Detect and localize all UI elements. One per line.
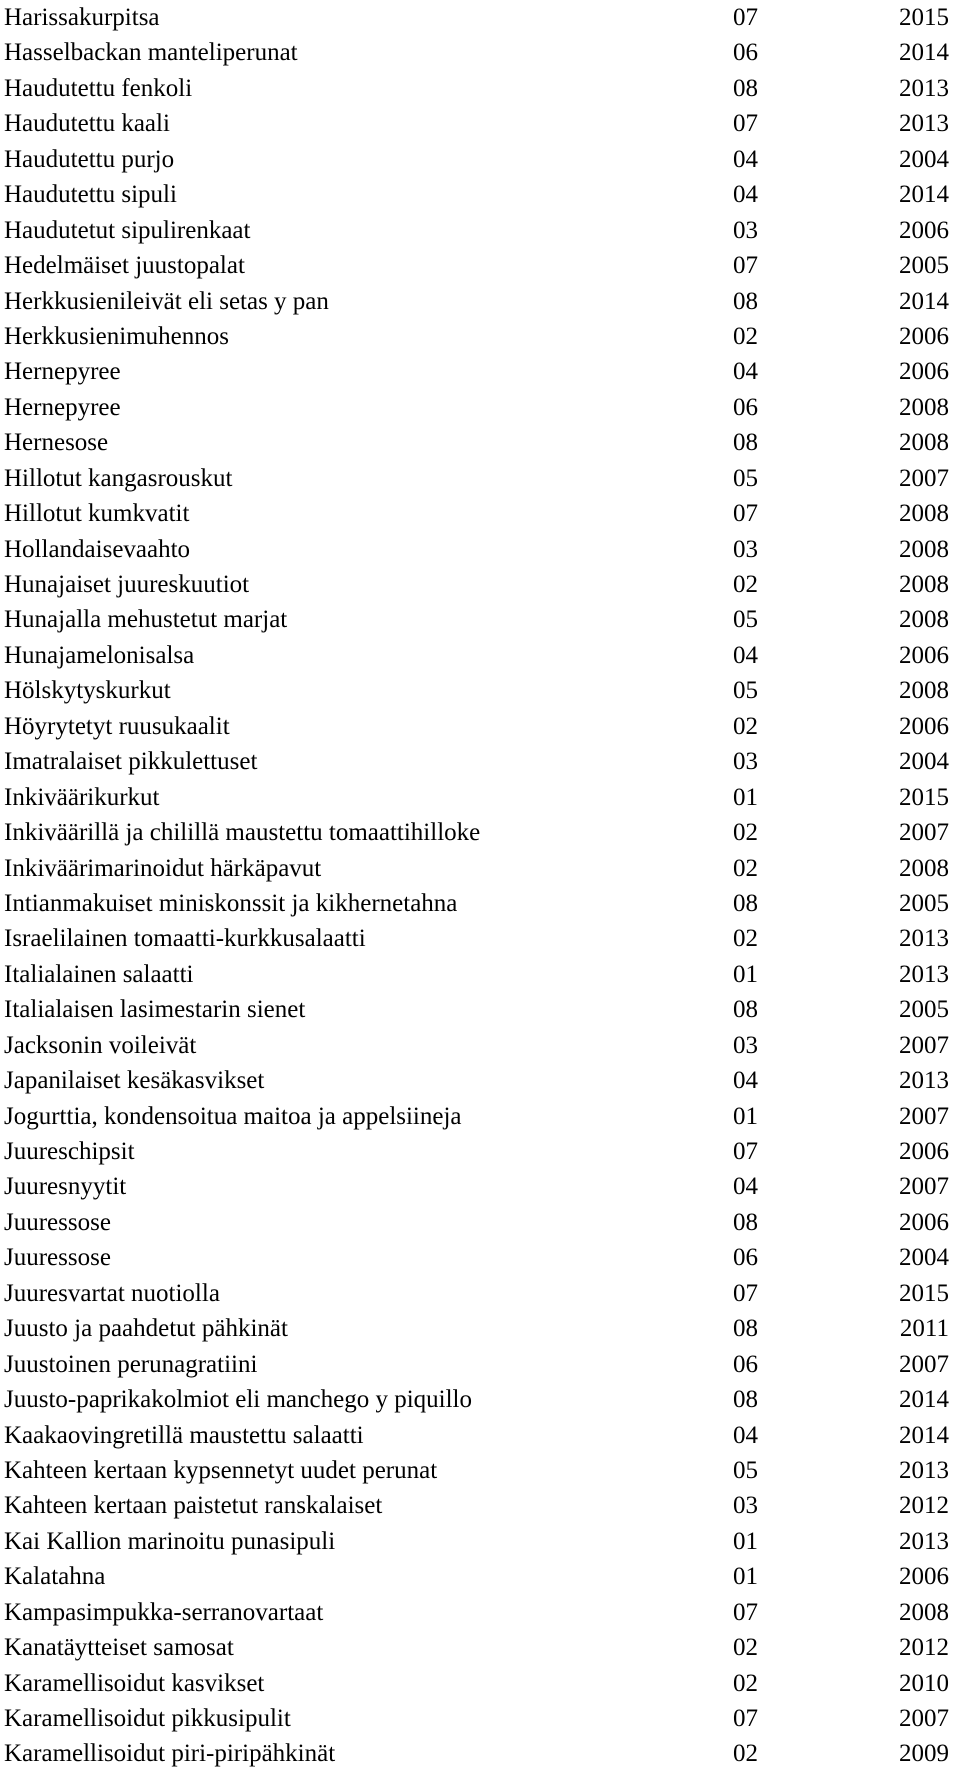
recipe-name: Jogurttia, kondensoitua maitoa ja appelsiineja [4, 1102, 462, 1130]
index-row [4, 1736, 956, 1771]
issue-number: 03 [733, 1492, 758, 1520]
recipe-name: Haudutettu kaali [4, 110, 170, 138]
issue-year: 2008 [899, 393, 949, 421]
index-row [4, 1453, 956, 1488]
index-row [4, 35, 956, 70]
recipe-name: Kanatäytteiset samosat [4, 1634, 234, 1662]
recipe-name: Hernesose [4, 429, 109, 457]
recipe-name: Imatralaiset pikkulettuset [4, 748, 258, 776]
index-row [4, 1063, 956, 1098]
issue-year: 2004 [899, 145, 949, 173]
recipe-name: Kampasimpukka-serranovartaat [4, 1598, 324, 1626]
recipe-name: Kaakaovingretillä maustettu salaatti [4, 1421, 364, 1449]
issue-number: 04 [733, 358, 758, 386]
recipe-name: Kahteen kertaan kypsennetyt uudet perunat [4, 1456, 438, 1484]
issue-number: 08 [733, 287, 758, 315]
issue-number: 04 [733, 145, 758, 173]
recipe-name: Hunajaiset juureskuutiot [4, 571, 250, 598]
issue-year: 2008 [899, 571, 949, 598]
recipe-name: Herkkusienileivät eli setas y pan [4, 287, 329, 315]
recipe-name: Juusto-paprikakolmiot eli manchego y piquillo [4, 1386, 472, 1414]
index-row [4, 673, 956, 708]
recipe-name: Hillotut kangasrouskut [4, 464, 233, 492]
recipe-name: Jacksonin voileivät [4, 1031, 197, 1059]
recipe-name: Inkiväärikurkut [4, 783, 160, 811]
index-row [4, 1169, 956, 1204]
index-row [4, 1559, 956, 1594]
issue-number: 03 [733, 216, 758, 244]
issue-number: 07 [733, 1138, 758, 1165]
issue-year: 2006 [899, 641, 949, 669]
issue-number: 05 [733, 606, 758, 634]
recipe-name: Karamellisoidut piri-piripähkinät [4, 1740, 336, 1768]
index-row [4, 851, 956, 886]
issue-year: 2014 [899, 1421, 949, 1449]
issue-year: 2013 [899, 1456, 949, 1484]
issue-year: 2007 [899, 819, 949, 847]
issue-year: 2009 [899, 1740, 949, 1768]
index-row [4, 744, 956, 779]
index-row [4, 815, 956, 850]
issue-number: 02 [733, 854, 758, 882]
issue-number: 02 [733, 571, 758, 598]
index-row [4, 142, 956, 177]
issue-year: 2005 [899, 889, 949, 917]
issue-year: 2008 [899, 854, 949, 882]
recipe-name: Juuressose [4, 1208, 111, 1236]
issue-year: 2007 [899, 1031, 949, 1059]
issue-year: 2006 [899, 1138, 949, 1165]
issue-year: 2014 [899, 181, 949, 209]
issue-number: 08 [733, 996, 758, 1024]
issue-number: 04 [733, 181, 758, 209]
issue-number: 01 [733, 1102, 758, 1130]
issue-year: 2007 [899, 464, 949, 492]
issue-year: 2006 [899, 322, 949, 350]
issue-number: 02 [733, 712, 758, 740]
issue-year: 2015 [899, 4, 949, 31]
recipe-name: Juusto ja paahdetut pähkinät [4, 1315, 288, 1343]
recipe-name: Intianmakuiset miniskonssit ja kikhernetahna [4, 889, 458, 917]
recipe-name: Hernepyree [4, 358, 121, 386]
issue-number: 08 [733, 1315, 758, 1343]
issue-number: 05 [733, 464, 758, 492]
issue-year: 2013 [899, 1527, 949, 1555]
recipe-name: Herkkusienimuhennos [4, 322, 229, 350]
index-row [4, 1276, 956, 1311]
index-row [4, 1488, 956, 1523]
index-row [4, 780, 956, 815]
recipe-name: Juuresnyytit [4, 1173, 127, 1201]
index-row [4, 1347, 956, 1382]
index-row [4, 709, 956, 744]
issue-number: 05 [733, 677, 758, 705]
issue-year: 2014 [899, 1386, 949, 1414]
index-row [4, 177, 956, 212]
recipe-name: Italialaisen lasimestarin sienet [4, 996, 306, 1024]
recipe-name: Karamellisoidut kasvikset [4, 1669, 265, 1697]
recipe-name: Hunajamelonisalsa [4, 641, 195, 669]
index-row [4, 319, 956, 354]
recipe-name: Kai Kallion marinoitu punasipuli [4, 1527, 336, 1555]
issue-year: 2007 [899, 1350, 949, 1378]
issue-year: 2006 [899, 216, 949, 244]
issue-number: 07 [733, 110, 758, 138]
issue-number: 07 [733, 1705, 758, 1732]
issue-year: 2014 [899, 287, 949, 315]
issue-number: 02 [733, 925, 758, 953]
issue-number: 04 [733, 641, 758, 669]
recipe-index-list [4, 0, 956, 1772]
issue-year: 2011 [899, 1315, 949, 1343]
recipe-name: Juustoinen perunagratiini [4, 1350, 258, 1378]
issue-number: 07 [733, 4, 758, 31]
issue-year: 2008 [899, 500, 949, 528]
issue-year: 2008 [899, 535, 949, 563]
index-row [4, 1701, 956, 1736]
recipe-name: Hasselbackan manteliperunat [4, 39, 298, 67]
issue-number: 03 [733, 748, 758, 776]
index-row [4, 532, 956, 567]
recipe-name: Juuresvartat nuotiolla [4, 1279, 220, 1307]
recipe-name: Italialainen salaatti [4, 960, 194, 988]
issue-year: 2014 [899, 39, 949, 67]
recipe-name: Harissakurpitsa [4, 4, 160, 31]
index-row [4, 1311, 956, 1346]
recipe-name: Haudutettu sipuli [4, 181, 177, 209]
index-row [4, 461, 956, 496]
index-row [4, 390, 956, 425]
issue-year: 2015 [899, 1279, 949, 1307]
index-row [4, 0, 956, 35]
index-row [4, 638, 956, 673]
issue-year: 2013 [899, 925, 949, 953]
issue-number: 01 [733, 783, 758, 811]
issue-year: 2015 [899, 783, 949, 811]
issue-year: 2008 [899, 677, 949, 705]
issue-number: 05 [733, 1456, 758, 1484]
issue-year: 2013 [899, 74, 949, 102]
index-row [4, 354, 956, 389]
index-row [4, 248, 956, 283]
recipe-name: Höyrytetyt ruusukaalit [4, 712, 230, 740]
recipe-name: Haudutettu fenkoli [4, 74, 193, 102]
index-row [4, 1205, 956, 1240]
issue-number: 02 [733, 819, 758, 847]
issue-number: 07 [733, 1598, 758, 1626]
issue-year: 2008 [899, 606, 949, 634]
recipe-name: Juureschipsit [4, 1138, 135, 1165]
index-row [4, 106, 956, 141]
index-row [4, 284, 956, 319]
issue-year: 2007 [899, 1102, 949, 1130]
index-row [4, 425, 956, 460]
issue-number: 02 [733, 1740, 758, 1768]
issue-number: 01 [733, 960, 758, 988]
issue-number: 04 [733, 1067, 758, 1095]
recipe-name: Hillotut kumkvatit [4, 500, 190, 528]
issue-number: 06 [733, 393, 758, 421]
recipe-name: Japanilaiset kesäkasvikset [4, 1067, 265, 1095]
issue-number: 07 [733, 252, 758, 280]
issue-number: 08 [733, 1208, 758, 1236]
issue-number: 07 [733, 1279, 758, 1307]
index-row [4, 957, 956, 992]
issue-year: 2010 [899, 1669, 949, 1697]
issue-number: 06 [733, 1350, 758, 1378]
index-row [4, 992, 956, 1027]
recipe-name: Haudutetut sipulirenkaat [4, 216, 251, 244]
index-row [4, 1028, 956, 1063]
index-row [4, 71, 956, 106]
index-row [4, 1134, 956, 1169]
recipe-name: Inkiväärimarinoidut härkäpavut [4, 854, 322, 882]
issue-number: 02 [733, 1669, 758, 1697]
issue-year: 2013 [899, 1067, 949, 1095]
recipe-name: Hedelmäiset juustopalat [4, 252, 245, 280]
index-row [4, 1524, 956, 1559]
recipe-name: Haudutettu purjo [4, 145, 175, 173]
issue-year: 2006 [899, 1563, 949, 1591]
recipe-name: Hunajalla mehustetut marjat [4, 606, 288, 634]
index-row [4, 1382, 956, 1417]
issue-number: 02 [733, 1634, 758, 1662]
recipe-name: Kalatahna [4, 1563, 106, 1591]
issue-number: 08 [733, 889, 758, 917]
recipe-name: Juuressose [4, 1244, 111, 1272]
recipe-name: Karamellisoidut pikkusipulit [4, 1705, 291, 1732]
issue-year: 2012 [899, 1634, 949, 1662]
issue-year: 2008 [899, 1598, 949, 1626]
recipe-name: Hollandaisevaahto [4, 535, 191, 563]
issue-year: 2013 [899, 960, 949, 988]
issue-number: 04 [733, 1173, 758, 1201]
recipe-name: Hölskytyskurkut [4, 677, 171, 705]
issue-number: 06 [733, 39, 758, 67]
issue-number: 02 [733, 322, 758, 350]
issue-year: 2006 [899, 712, 949, 740]
issue-year: 2007 [899, 1173, 949, 1201]
index-row [4, 1418, 956, 1453]
issue-year: 2012 [899, 1492, 949, 1520]
issue-year: 2004 [899, 1244, 949, 1272]
index-row [4, 886, 956, 921]
recipe-name: Hernepyree [4, 393, 121, 421]
issue-year: 2006 [899, 1208, 949, 1236]
recipe-name: Israelilainen tomaatti-kurkkusalaatti [4, 925, 366, 953]
issue-number: 08 [733, 1386, 758, 1414]
index-row [4, 496, 956, 531]
issue-number: 08 [733, 74, 758, 102]
issue-number: 01 [733, 1563, 758, 1591]
issue-number: 08 [733, 429, 758, 457]
index-row [4, 1240, 956, 1275]
issue-year: 2004 [899, 748, 949, 776]
issue-number: 03 [733, 1031, 758, 1059]
issue-year: 2008 [899, 429, 949, 457]
issue-year: 2007 [899, 1705, 949, 1732]
issue-number: 03 [733, 535, 758, 563]
issue-number: 07 [733, 500, 758, 528]
index-row [4, 921, 956, 956]
issue-number: 04 [733, 1421, 758, 1449]
recipe-name: Inkiväärillä ja chilillä maustettu tomaattihilloke [4, 819, 481, 847]
index-row [4, 1666, 956, 1701]
issue-number: 06 [733, 1244, 758, 1272]
issue-year: 2006 [899, 358, 949, 386]
index-row [4, 602, 956, 637]
issue-year: 2005 [899, 996, 949, 1024]
issue-year: 2013 [899, 110, 949, 138]
recipe-name: Kahteen kertaan paistetut ranskalaiset [4, 1492, 383, 1520]
issue-year: 2005 [899, 252, 949, 280]
index-row [4, 1099, 956, 1134]
index-row [4, 567, 956, 602]
index-row [4, 1595, 956, 1630]
index-row [4, 1630, 956, 1665]
issue-number: 01 [733, 1527, 758, 1555]
index-row [4, 213, 956, 248]
